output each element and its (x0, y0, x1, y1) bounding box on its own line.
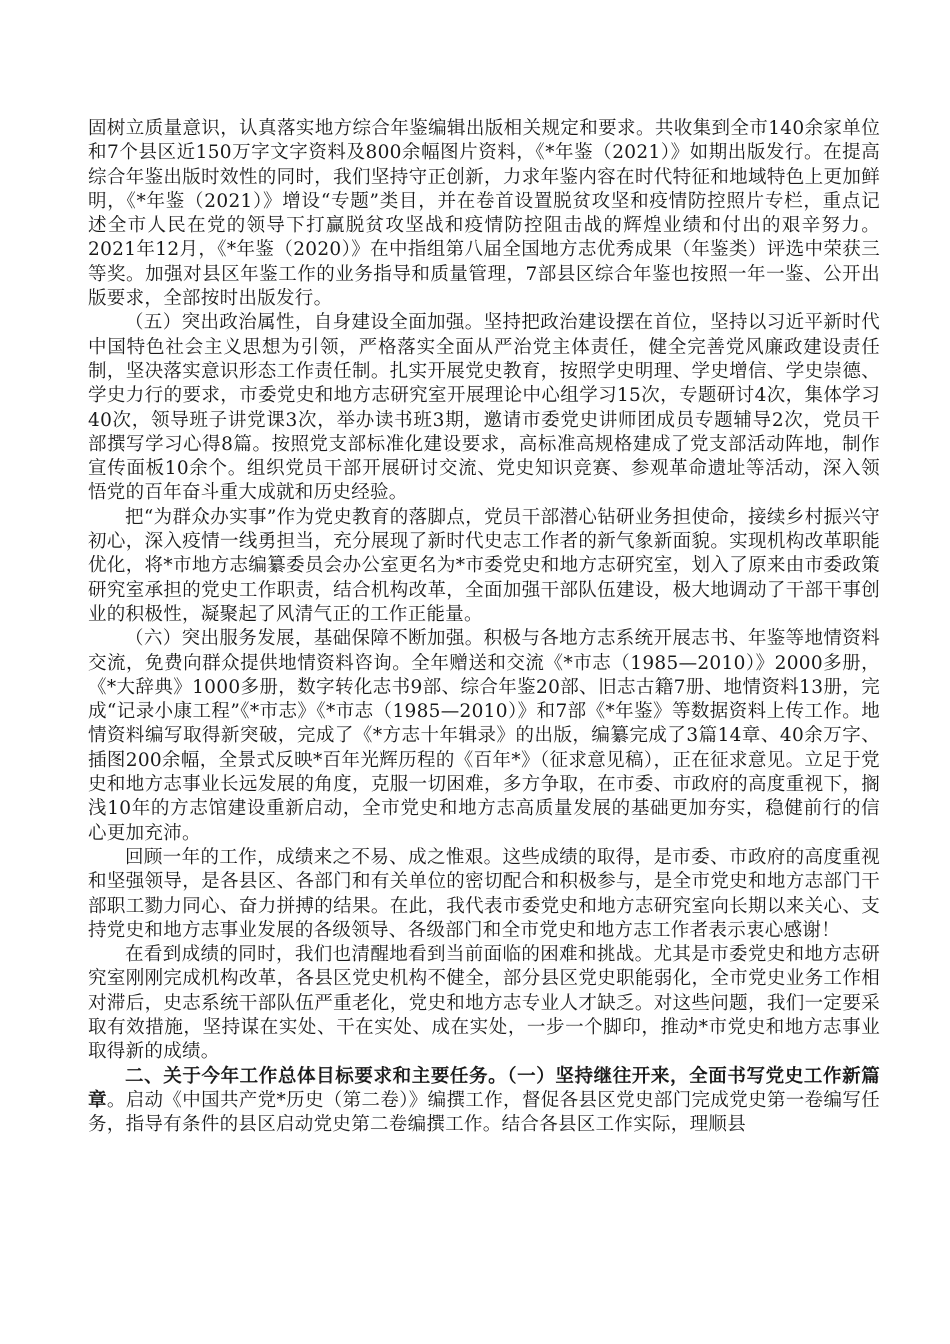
document-body (88, 117, 880, 1137)
paragraph-political-building: （五）突出政治属性，自身建设全面加强。坚持把政治建设摆在首位，坚持以习近平新时代中国特色社会主义思想为引领，严格落实全面从严治党主体责任，健全完善党风廉政建设责任制，坚决落实意识形态工作责任制。扎实开展党史教育，按照学史明理、学史增信、学史崇德、学史力行的要求，市委党史和地方志研究室开展理论中心组学习15次，专题研讨4次，集体学习40次，领导班子讲党课3次，举办读书班3期，邀请市委党史讲师团成员专题辅导2次，党员干部撰写学习心得8篇。按照党支部标准化建设要求，高标准高规格建成了党支部活动阵地，制作宣传面板10余个。组织党员干部开展研讨交流、党史知识竞赛、参观革命遗址等活动，深入领悟党的百年奋斗重大成就和历史经验。 (88, 312, 880, 504)
paragraph-challenges: 在看到成绩的同时，我们也清醒地看到当前面临的困难和挑战。尤其是市委党史和地方志研究室刚刚完成机构改革，各县区党史机构不健全，部分县区党史职能弱化，全市党史业务工作相对滞后，史志系统干部队伍严重老化，党史和地方志专业人才缺乏。对这些问题，我们一定要采取有效措施，坚持谋在实处、干在实处、成在实处，一步一个脚印，推动*市党史和地方志事业取得新的成绩。 (88, 944, 880, 1063)
paragraph-tasks (88, 1065, 880, 1138)
paragraph-service-development: （六）突出服务发展，基础保障不断加强。积极与各地方志系统开展志书、年鉴等地情资料交流，免费向群众提供地情资料咨询。全年赠送和交流《*市志（1985—2010）》2000多册，《*大辞典》1000多册，数字转化志书9部、综合年鉴20部、旧志古籍7册、地情资料13册，完成“记录小康工程”《*市志》《*市志（1985—2010）》和7部《*年鉴》等数据资料上传工作。地情资料编写取得新突破，完成了《*方志十年辑录》的出版，编纂完成了3篇14章、40余万字、插图200余幅，全景式反映*百年光辉历程的《百年*》（征求意见稿），正在征求意见。立足于党史和地方志事业长远发展的角度，克服一切困难，多方争取，在市委、市政府的高度重视下，搁浅10年的方志馆建设重新启动，全市党史和地方志高质量发展的基础更加夯实，稳健前行的信心更加充沛。 (88, 628, 880, 844)
paragraph-serve-masses: 把“为群众办实事”作为党史教育的落脚点，党员干部潜心钻研业务担使命，接续乡村振兴守初心，深入疫情一线勇担当，充分展现了新时代史志工作者的新气象新面貌。实现机构改革职能优化，将*市地方志编纂委员会办公室更名为*市委党史和地方志研究室，划入了原来由市委政策研究室承担的党史工作职责，结合机构改革，全面加强干部队伍建设，极大地调动了干部干事创业的积极性，凝聚起了风清气正的工作正能量。 (88, 506, 880, 625)
paragraph-tasks-text: 。启动《中国共产党*历史（第二卷）》编撰工作，督促各县区党史部门完成党史第一卷编写任务，指导有条件的县区启动党史第二卷编撰工作。结合各县区工作实际，理顺县 (88, 1089, 880, 1136)
paragraph-yearbook: 固树立质量意识，认真落实地方综合年鉴编辑出版相关规定和要求。共收集到全市140余家单位和7个县区近150万字文字资料及800余幅图片资料，《*年鉴（2021）》如期出版发行。在提高综合年鉴出版时效性的同时，我们坚持守正创新，力求年鉴内容在时代特征和地域特色上更加鲜明，《*年鉴（2021）》增设“专题”类目，并在卷首设置脱贫攻坚和疫情防控照片专栏，重点记述全市人民在党的领导下打赢脱贫攻坚战和疫情防控阻击战的辉煌业绩和付出的艰辛努力。2021年12月，《*年鉴（2020）》在中指组第八届全国地方志优秀成果（年鉴类）评选中荣获三等奖。加强对县区年鉴工作的业务指导和质量管理，7部县区综合年鉴也按照一年一鉴、公开出版要求，全部按时出版发行。 (88, 118, 880, 310)
paragraph-review: 回顾一年的工作，成绩来之不易、成之惟艰。这些成绩的取得，是市委、市政府的高度重视和坚强领导，是各县区、各部门和有关单位的密切配合和积极参与，是全市党史和地方志部门干部职工勠力同心、奋力拼搏的结果。在此，我代表市委党史和地方志研究室向长期以来关心、支持党史和地方志事业发展的各级领导、各级部门和全市党史和地方志工作者表示衷心感谢！ (88, 846, 880, 941)
section-heading-goals: 二、关于今年工作总体目标要求和主要任务。（一）坚持继往开来，全面书写党史工作新篇章 (88, 1065, 880, 1111)
